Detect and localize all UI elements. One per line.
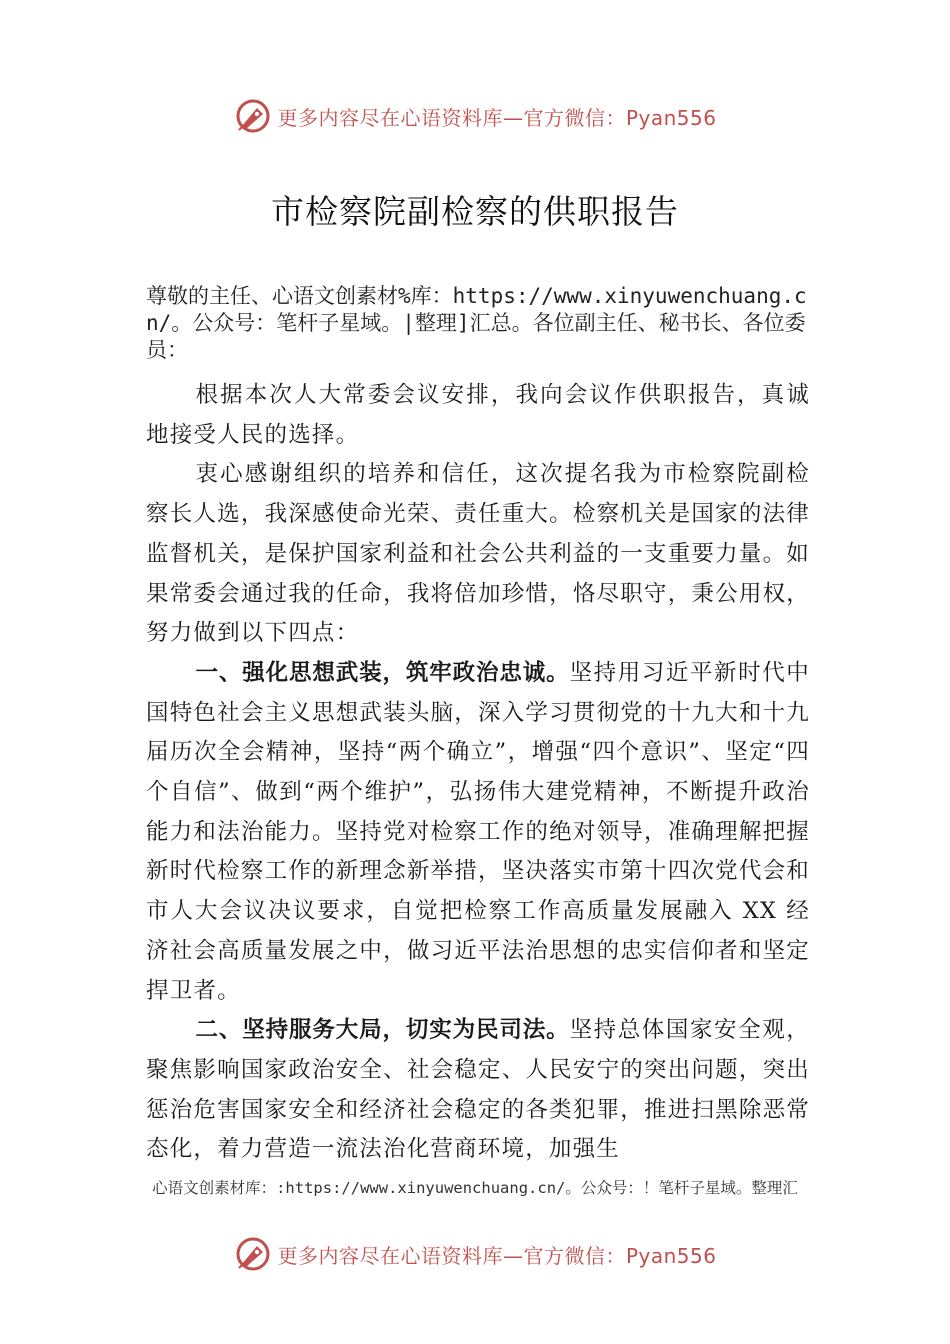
header-banner	[0, 94, 950, 138]
paragraph-text: 坚持用习近平新时代中国特色社会主义思想武装头脑，深入学习贯彻党的十九大和十九届历次全会精神，坚持“两个确立”，增强“四个意识”、坚定“四个自信”、做到“两个维护”，弘扬伟大建党精神，不断提升政治能力和法治能力。坚持党对检察工作的绝对领导，准确理解把握新时代检察工作的新理念新举措，坚决落实市第十四次党代会和市人大会议决议要求，自觉把检察工作高质量发展融入 XX 经济社会高质量发展之中，做习近平法治思想的忠实信仰者和坚定捍卫者。	[146, 659, 810, 1004]
document-body	[146, 376, 810, 1170]
banner-text: 更多内容尽在心语资料库—官方微信：Pyan556	[277, 105, 717, 130]
paragraph-heading: 一、强化思想武装，筑牢政治忠诚。	[195, 659, 570, 686]
paragraph	[146, 654, 810, 1011]
banner-text: 更多内容尽在心语资料库—官方微信：Pyan556	[277, 1243, 717, 1268]
footer-banner	[0, 1232, 950, 1276]
paragraph-text: 坚持总体国家安全观，聚焦影响国家政治安全、社会稳定、人民安宁的突出问题，突出惩治危害国家安全和经济社会稳定的各类犯罪，推进扫黑除恶常态化，着力营造一流法治化营商环境，加强生	[146, 1017, 810, 1163]
paragraph	[146, 455, 810, 654]
pen-nib-icon	[233, 1234, 273, 1274]
paragraph-text: 衷心感谢组织的培养和信任，这次提名我为市检察院副检察长人选，我深感使命光荣、责任重大。检察机关是国家的法律监督机关，是保护国家利益和社会公共利益的一支重要力量。如果常委会通过我的任命，我将倍加珍惜，恪尽职守，秉公用权，努力做到以下四点：	[146, 461, 810, 647]
salutation: 尊敬的主任、心语文创素材%库：https://www.xinyuwenchuang.cn/。公众号：笔杆子星域。|整理]汇总。各位副主任、秘书长、各位委员：	[146, 284, 807, 362]
document-title: 市检察院副检察的供职报告	[271, 192, 679, 231]
footer-note: 心语文创素材库：:https://www.xinyuwenchuang.cn/。公众号：！笔杆子星域。整理汇	[152, 1179, 798, 1197]
paragraph-heading: 二、坚持服务大局，切实为民司法。	[195, 1017, 570, 1044]
paragraph-text: 根据本次人大常委会议安排，我向会议作供职报告，真诚地接受人民的选择。	[146, 382, 810, 448]
paragraph	[146, 1011, 810, 1170]
pen-nib-icon	[233, 96, 273, 136]
paragraph	[146, 376, 810, 455]
